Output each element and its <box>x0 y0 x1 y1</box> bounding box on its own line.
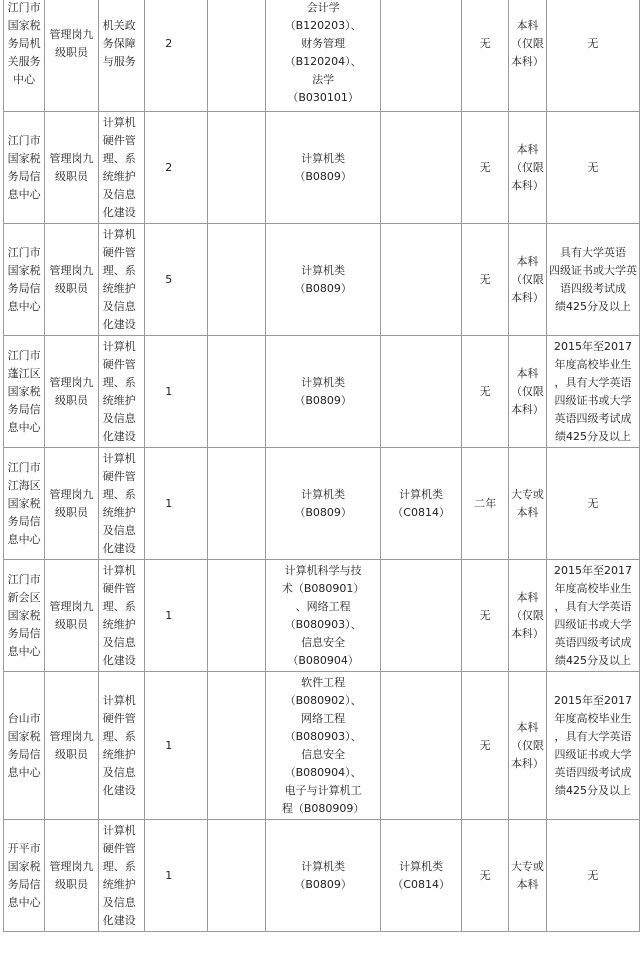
cell-text-line: （B030101） <box>287 91 359 104</box>
cell-text-line: 本科 <box>516 142 539 156</box>
table-row <box>4 336 640 448</box>
cell-text-line: 江海区 <box>7 478 41 492</box>
cell-text-line: 信息安全 <box>301 747 346 761</box>
cell-text-line: 化建设 <box>102 783 136 797</box>
undergrad-major-cell <box>266 448 380 560</box>
cell-text-line: （仅限 <box>510 384 544 398</box>
unit-name-cell <box>4 448 45 560</box>
cell-text-line: 息中心 <box>7 765 41 779</box>
college-major-cell <box>380 224 462 336</box>
cell-text-line: 硬件管 <box>102 245 136 259</box>
table-body <box>4 0 640 932</box>
cell-text-line: 江门市 <box>7 572 41 586</box>
cell-text-line: 务局信 <box>7 169 41 183</box>
headcount-cell <box>145 448 207 560</box>
headcount-cell <box>145 0 207 112</box>
cell-text-line: （B120203）、 <box>284 19 362 32</box>
other-requirements-cell <box>546 448 639 560</box>
cell-text-line: （C0814） <box>392 877 450 891</box>
cell-text-line: 化建设 <box>102 429 136 443</box>
cell-text: 二年 <box>474 496 497 510</box>
cell-text-line: 统维护 <box>102 393 136 407</box>
cell-text: 无 <box>479 160 491 174</box>
cell-text-line: 务局信 <box>7 877 41 891</box>
education-cell <box>508 448 546 560</box>
education-cell <box>508 820 546 932</box>
cell-text-line: （仅限 <box>510 608 544 622</box>
undergrad-major-cell <box>266 672 380 820</box>
cell-text-line: 新会区 <box>7 590 41 604</box>
cell-text-line: 息中心 <box>7 532 41 546</box>
cell-text-line: 计算机 <box>102 339 136 353</box>
other-requirements-cell <box>546 0 639 112</box>
cell-text-line: 四级证书或大学英 <box>548 263 637 277</box>
cell-text-line: 年度高校毕业生 <box>554 711 632 725</box>
cell-text-line: 硬件管 <box>102 711 136 725</box>
cell-text-line: 本科 <box>516 366 539 380</box>
duty-cell <box>98 820 144 932</box>
cell-text-line: 无 <box>587 37 599 50</box>
graduate-major-cell <box>207 560 266 672</box>
cell-text-line: 2015年至2017 <box>553 693 632 707</box>
education-cell <box>508 224 546 336</box>
cell-text-line: 中心 <box>13 73 36 86</box>
cell-text-line: 化建设 <box>102 317 136 331</box>
table-row <box>4 560 640 672</box>
duty-cell <box>98 672 144 820</box>
cell-text-line: 化建设 <box>102 913 136 927</box>
cell-text-line: 统维护 <box>102 505 136 519</box>
cell-text-line: 管理岗九 <box>49 151 94 165</box>
graduate-major-cell <box>207 448 266 560</box>
duty-cell <box>98 448 144 560</box>
other-requirements-cell <box>546 820 639 932</box>
cell-text-line: 化建设 <box>102 653 136 667</box>
cell-text-line: （B0809） <box>294 505 352 519</box>
cell-text-line: 及信息 <box>102 895 136 909</box>
duty-cell <box>98 224 144 336</box>
cell-text-line: 级职员 <box>55 747 88 761</box>
cell-text-line: 具有大学英语 <box>559 245 626 259</box>
cell-text-line: 硬件管 <box>102 581 136 595</box>
duty-cell <box>98 560 144 672</box>
cell-text-line: 本科） <box>510 402 544 416</box>
cell-text-line: 计算机类 <box>301 263 346 277</box>
other-requirements-cell <box>546 560 639 672</box>
headcount-cell <box>145 112 207 224</box>
graduate-major-cell <box>207 820 266 932</box>
cell-text-line: （仅限 <box>510 272 544 286</box>
cell-text-line: 开平市 <box>7 841 41 855</box>
cell-text-line: 江门市 <box>7 460 41 474</box>
cell-text: 无 <box>479 37 491 50</box>
cell-text-line: 国家税 <box>7 608 41 622</box>
cell-text-line: 计算机类 <box>301 375 346 389</box>
cell-text-line: 2015年至2017 <box>553 563 632 577</box>
experience-cell <box>462 336 508 448</box>
cell-text-line: 务局信 <box>7 626 41 640</box>
headcount-cell <box>145 336 207 448</box>
cell-text-line: 计算机类 <box>301 487 346 501</box>
cell-text-line: 信息安全 <box>301 635 346 649</box>
cell-text-line: ，具有大学英语 <box>554 729 632 743</box>
cell-text: 5 <box>165 272 173 286</box>
cell-text-line: 国家税 <box>7 384 41 398</box>
cell-text-line: 软件工程 <box>301 675 346 689</box>
position-cell <box>45 0 99 112</box>
unit-name-cell <box>4 112 45 224</box>
cell-text-line: 国家税 <box>7 859 41 873</box>
graduate-major-cell <box>207 112 266 224</box>
college-major-cell <box>380 820 462 932</box>
cell-text-line: 理、系 <box>102 729 136 743</box>
cell-text-line: （B0809） <box>294 169 352 183</box>
cell-text-line: 英语四级考试成 <box>554 411 632 425</box>
cell-text-line: 蓬江区 <box>7 366 41 380</box>
college-major-cell <box>380 560 462 672</box>
cell-text-line: （B120204）、 <box>284 55 362 68</box>
cell-text-line: 四级证书或大学 <box>554 393 632 407</box>
cell-text-line: ，具有大学英语 <box>554 375 632 389</box>
college-major-cell <box>380 672 462 820</box>
cell-text-line: 大专或 <box>510 487 544 501</box>
cell-text-line: （仅限 <box>510 37 544 50</box>
cell-text-line: 务局信 <box>7 747 41 761</box>
unit-name-cell <box>4 0 45 112</box>
cell-text-line: 本科 <box>516 19 539 32</box>
cell-text-line: 级职员 <box>55 617 88 631</box>
unit-name-cell <box>4 224 45 336</box>
undergrad-major-cell <box>266 560 380 672</box>
experience-cell <box>462 820 508 932</box>
cell-text-line: 、网络工程 <box>295 599 351 613</box>
position-cell <box>45 448 99 560</box>
cell-text-line: 计算机科学与技 <box>284 563 362 577</box>
cell-text-line: 级职员 <box>55 169 88 183</box>
graduate-major-cell <box>207 0 266 112</box>
cell-text-line: 本科 <box>516 254 539 268</box>
cell-text-line: （B0809） <box>294 877 352 891</box>
cell-text-line: 硬件管 <box>102 357 136 371</box>
headcount-cell <box>145 820 207 932</box>
cell-text-line: 及信息 <box>102 635 136 649</box>
cell-text-line: 务局机 <box>7 37 41 50</box>
position-cell <box>45 560 99 672</box>
cell-text-line: 财务管理 <box>301 37 346 50</box>
cell-text-line: 国家税 <box>7 496 41 510</box>
duty-cell <box>98 0 144 112</box>
cell-text-line: （仅限 <box>510 738 544 752</box>
graduate-major-cell <box>207 336 266 448</box>
cell-text: 无 <box>479 868 491 882</box>
cell-text-line: 计算机类 <box>301 151 346 165</box>
cell-text-line: 四级证书或大学 <box>554 617 632 631</box>
position-cell <box>45 672 99 820</box>
cell-text-line: 电子与计算机工 <box>284 783 362 797</box>
cell-text-line: 级职员 <box>55 505 88 519</box>
undergrad-major-cell <box>266 336 380 448</box>
cell-text-line: 本科 <box>516 590 539 604</box>
cell-text-line: 无 <box>587 868 599 882</box>
cell-text: 无 <box>479 272 491 286</box>
cell-text-line: 理、系 <box>102 263 136 277</box>
cell-text-line: 本科） <box>510 290 544 304</box>
cell-text-line: 级职员 <box>55 46 88 59</box>
position-cell <box>45 224 99 336</box>
cell-text-line: 会计学 <box>306 1 340 14</box>
cell-text-line: 术（B080901） <box>281 581 365 595</box>
other-requirements-cell <box>546 224 639 336</box>
cell-text-line: 息中心 <box>7 187 41 201</box>
cell-text-line: 及信息 <box>102 765 136 779</box>
cell-text-line: 程（B080909） <box>281 801 365 815</box>
graduate-major-cell <box>207 672 266 820</box>
college-major-cell <box>380 336 462 448</box>
cell-text-line: 统维护 <box>102 169 136 183</box>
cell-text-line: 江门市 <box>7 1 41 14</box>
cell-text-line: 国家税 <box>7 729 41 743</box>
cell-text-line: 计算机类 <box>399 859 444 873</box>
experience-cell <box>462 112 508 224</box>
cell-text-line: 法学 <box>312 73 335 86</box>
unit-name-cell <box>4 820 45 932</box>
cell-text-line: 及信息 <box>102 187 136 201</box>
undergrad-major-cell <box>266 820 380 932</box>
cell-text-line: 网络工程 <box>301 711 346 725</box>
cell-text-line: 计算机类 <box>399 487 444 501</box>
cell-text: 无 <box>479 608 491 622</box>
cell-text-line: 理、系 <box>102 487 136 501</box>
cell-text-line: 统维护 <box>102 877 136 891</box>
cell-text-line: 机关政 <box>102 19 136 32</box>
cell-text-line: 及信息 <box>102 411 136 425</box>
experience-cell <box>462 672 508 820</box>
cell-text-line: 年度高校毕业生 <box>554 357 632 371</box>
cell-text-line: 本科） <box>510 55 544 68</box>
headcount-cell <box>145 560 207 672</box>
cell-text-line: 息中心 <box>7 420 41 434</box>
unit-name-cell <box>4 560 45 672</box>
position-cell <box>45 112 99 224</box>
cell-text-line: 硬件管 <box>102 841 136 855</box>
undergrad-major-cell <box>266 224 380 336</box>
cell-text-line: 年度高校毕业生 <box>554 581 632 595</box>
cell-text-line: 语四级考试成 <box>559 281 626 295</box>
cell-text: 2 <box>165 160 173 174</box>
cell-text-line: 国家税 <box>7 151 41 165</box>
cell-text-line: 息中心 <box>7 299 41 313</box>
education-cell <box>508 672 546 820</box>
cell-text-line: 化建设 <box>102 205 136 219</box>
cell-text-line: 绩425分及以上 <box>554 299 631 313</box>
experience-cell <box>462 560 508 672</box>
unit-name-cell <box>4 672 45 820</box>
cell-text-line: ，具有大学英语 <box>554 599 632 613</box>
undergrad-major-cell <box>266 0 380 112</box>
education-cell <box>508 560 546 672</box>
cell-text-line: 国家税 <box>7 19 41 32</box>
cell-text-line: 理、系 <box>102 151 136 165</box>
cell-text: 无 <box>479 384 491 398</box>
cell-text-line: 无 <box>587 160 599 174</box>
cell-text-line: 理、系 <box>102 375 136 389</box>
cell-text-line: 与服务 <box>102 55 136 68</box>
table-row <box>4 224 640 336</box>
cell-text-line: （B0809） <box>294 393 352 407</box>
cell-text-line: （B080904）、 <box>284 765 362 779</box>
cell-text-line: （B0809） <box>294 281 352 295</box>
experience-cell <box>462 224 508 336</box>
cell-text-line: 台山市 <box>7 711 41 725</box>
table-row <box>4 448 640 560</box>
cell-text: 2 <box>165 37 173 50</box>
position-cell <box>45 820 99 932</box>
college-major-cell <box>380 0 462 112</box>
cell-text-line: 关服务 <box>7 55 41 68</box>
cell-text-line: （仅限 <box>510 160 544 174</box>
cell-text-line: 国家税 <box>7 263 41 277</box>
duty-cell <box>98 336 144 448</box>
table-row <box>4 0 640 112</box>
cell-text-line: 计算机 <box>102 451 136 465</box>
table-row <box>4 112 640 224</box>
other-requirements-cell <box>546 112 639 224</box>
duty-cell <box>98 112 144 224</box>
education-cell <box>508 112 546 224</box>
experience-cell <box>462 0 508 112</box>
cell-text-line: 统维护 <box>102 747 136 761</box>
cell-text-line: 绩425分及以上 <box>554 653 631 667</box>
cell-text-line: 及信息 <box>102 523 136 537</box>
headcount-cell <box>145 672 207 820</box>
cell-text-line: 本科 <box>516 505 539 519</box>
other-requirements-cell <box>546 336 639 448</box>
cell-text-line: 化建设 <box>102 541 136 555</box>
cell-text-line: 务保障 <box>102 37 136 50</box>
cell-text-line: 统维护 <box>102 617 136 631</box>
cell-text-line: 本科） <box>510 756 544 770</box>
undergrad-major-cell <box>266 112 380 224</box>
cell-text-line: （C0814） <box>392 505 450 519</box>
cell-text-line: 统维护 <box>102 281 136 295</box>
cell-text-line: （B080904） <box>287 653 359 667</box>
cell-text-line: 管理岗九 <box>49 729 94 743</box>
cell-text-line: 大专或 <box>510 859 544 873</box>
cell-text-line: 管理岗九 <box>49 487 94 501</box>
cell-text-line: 计算机 <box>102 823 136 837</box>
cell-text-line: （B080902）、 <box>284 693 362 707</box>
cell-text-line: 理、系 <box>102 859 136 873</box>
cell-text-line: 计算机 <box>102 115 136 129</box>
cell-text-line: 理、系 <box>102 599 136 613</box>
cell-text-line: 绩425分及以上 <box>554 429 631 443</box>
cell-text-line: 英语四级考试成 <box>554 635 632 649</box>
cell-text-line: 管理岗九 <box>49 263 94 277</box>
cell-text-line: 本科） <box>510 178 544 192</box>
cell-text-line: 计算机 <box>102 227 136 241</box>
graduate-major-cell <box>207 224 266 336</box>
cell-text: 1 <box>165 868 173 882</box>
cell-text-line: 级职员 <box>55 281 88 295</box>
cell-text-line: 硬件管 <box>102 133 136 147</box>
cell-text-line: 级职员 <box>55 393 88 407</box>
cell-text-line: 管理岗九 <box>49 859 94 873</box>
other-requirements-cell <box>546 672 639 820</box>
cell-text-line: 务局信 <box>7 281 41 295</box>
cell-text-line: 级职员 <box>55 877 88 891</box>
cell-text-line: 2015年至2017 <box>553 339 632 353</box>
cell-text-line: 计算机类 <box>301 859 346 873</box>
unit-name-cell <box>4 336 45 448</box>
cell-text-line: 英语四级考试成 <box>554 765 632 779</box>
cell-text: 1 <box>165 496 173 510</box>
cell-text-line: 及信息 <box>102 299 136 313</box>
cell-text-line: 管理岗九 <box>49 599 94 613</box>
cell-text-line: 本科 <box>516 720 539 734</box>
cell-text: 1 <box>165 738 173 752</box>
cell-text-line: 本科 <box>516 877 539 891</box>
cell-text-line: 计算机 <box>102 563 136 577</box>
table-row <box>4 820 640 932</box>
cell-text: 1 <box>165 608 173 622</box>
cell-text-line: 务局信 <box>7 514 41 528</box>
cell-text-line: 无 <box>587 496 599 510</box>
headcount-cell <box>145 224 207 336</box>
college-major-cell <box>380 448 462 560</box>
experience-cell <box>462 448 508 560</box>
cell-text-line: （B080903）、 <box>284 617 362 631</box>
cell-text-line: 务局信 <box>7 402 41 416</box>
cell-text-line: 绩425分及以上 <box>554 783 631 797</box>
cell-text-line: 本科） <box>510 626 544 640</box>
education-cell <box>508 336 546 448</box>
cell-text-line: 计算机 <box>102 693 136 707</box>
cell-text-line: 四级证书或大学 <box>554 747 632 761</box>
cell-text: 无 <box>479 738 491 752</box>
cell-text-line: 江门市 <box>7 348 41 362</box>
cell-text-line: 管理岗九 <box>49 28 94 41</box>
cell-text-line: 江门市 <box>7 245 41 259</box>
education-cell <box>508 0 546 112</box>
position-cell <box>45 336 99 448</box>
cell-text: 1 <box>165 384 173 398</box>
cell-text-line: 江门市 <box>7 133 41 147</box>
college-major-cell <box>380 112 462 224</box>
recruitment-table <box>3 0 640 932</box>
table-row <box>4 672 640 820</box>
cell-text-line: 硬件管 <box>102 469 136 483</box>
cell-text-line: 息中心 <box>7 895 41 909</box>
cell-text-line: 息中心 <box>7 644 41 658</box>
cell-text-line: 管理岗九 <box>49 375 94 389</box>
cell-text-line: （B080903）、 <box>284 729 362 743</box>
